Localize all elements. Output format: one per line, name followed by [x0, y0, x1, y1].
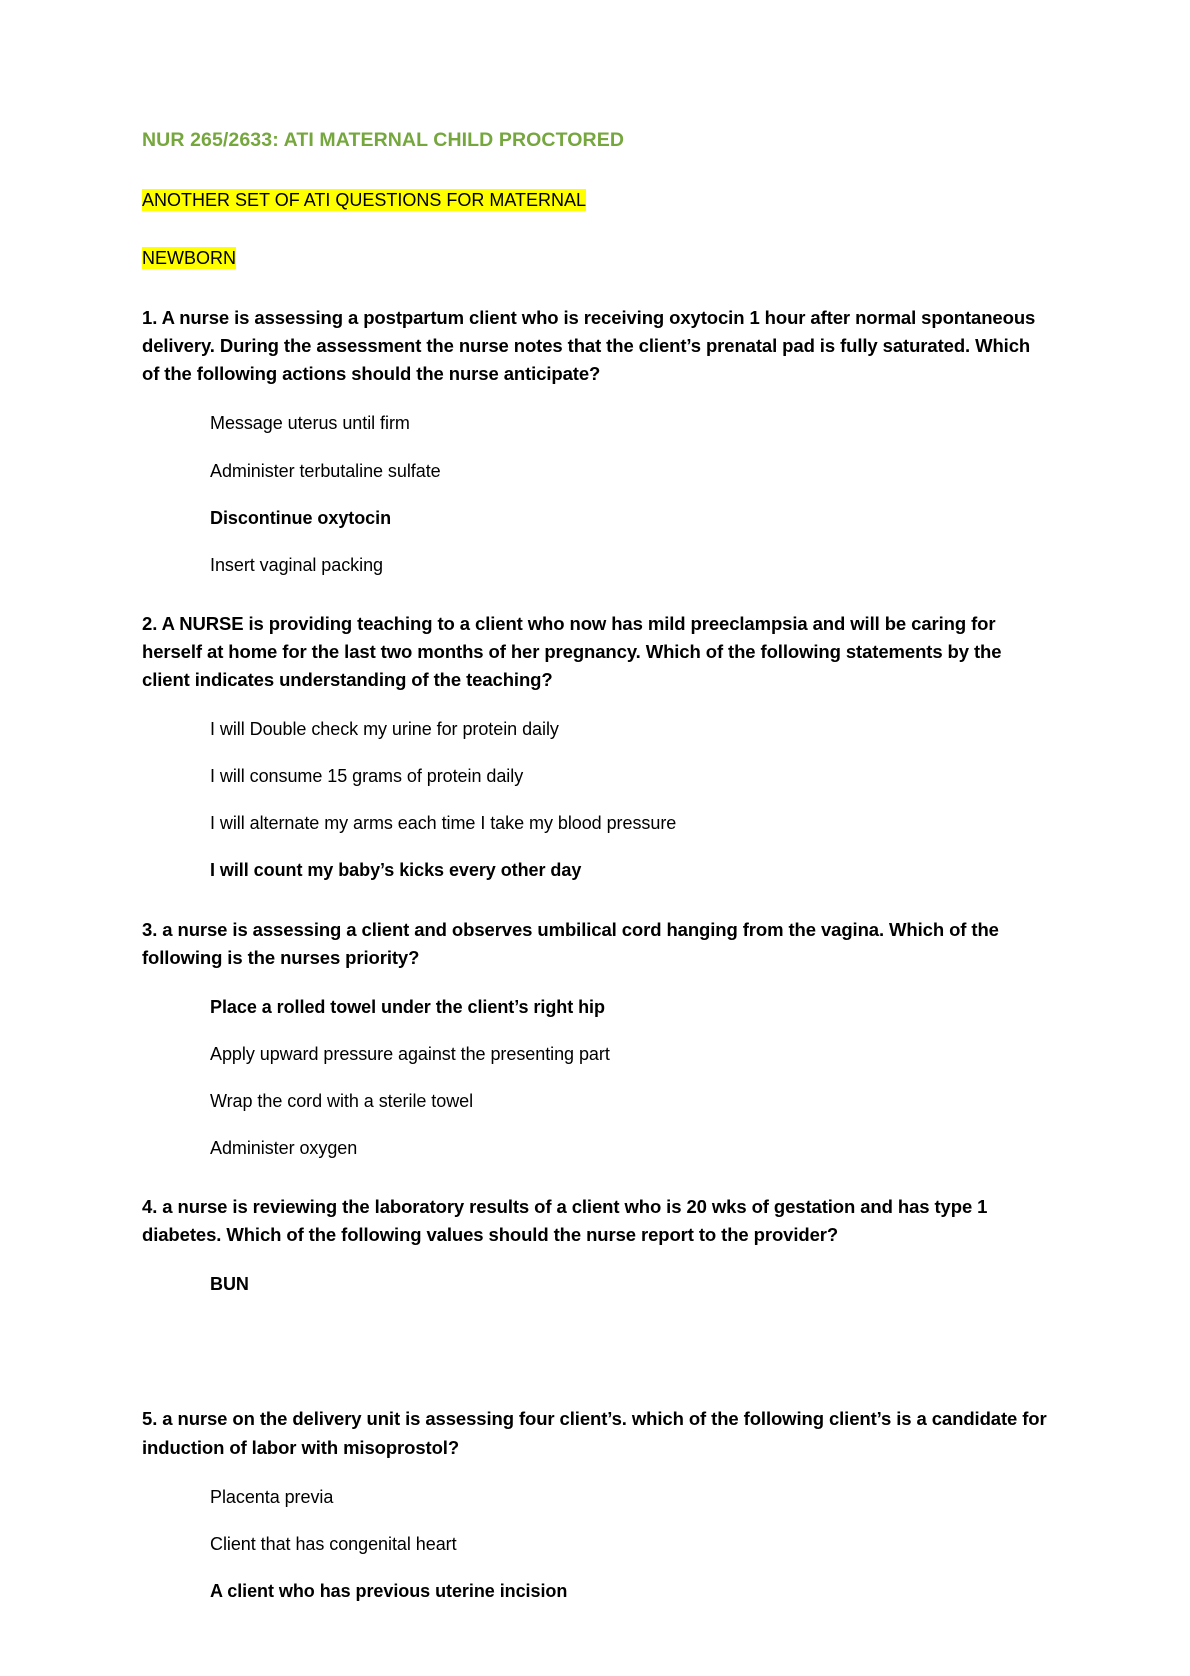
choice-item-correct[interactable]: BUN	[210, 1274, 249, 1295]
question-text: 1. A nurse is assessing a postpartum client who is receiving oxytocin 1 hour after normal spontaneous delivery. During the assessment the nurse notes that the client’s prenatal pad is fully saturated. Which of the following actions should the nurse anticipate?	[142, 307, 1036, 385]
choice-list	[142, 716, 1050, 883]
choice-item[interactable]: Placenta previa	[210, 1486, 334, 1507]
choice-list	[142, 410, 1050, 577]
choice-item[interactable]: I will consume 15 grams of protein daily	[210, 766, 524, 787]
question-block	[142, 1405, 1050, 1604]
question-block	[142, 610, 1050, 884]
choice-item-correct[interactable]: Place a rolled towel under the client’s right hip	[210, 996, 605, 1017]
choice-list	[142, 1271, 1050, 1297]
highlight-text: ANOTHER SET OF ATI QUESTIONS FOR MATERNAL	[142, 190, 587, 211]
question-text: 2. A NURSE is providing teaching to a client who now has mild preeclampsia and will be caring for herself at home for the last two months of her pregnancy. Which of the following statements by the client indicates understanding of the teaching?	[142, 612, 1002, 691]
choice-item[interactable]: Apply upward pressure against the presenting part	[210, 1043, 610, 1064]
choice-item-correct[interactable]: I will count my baby’s kicks every other day	[210, 860, 582, 881]
question-text: 4. a nurse is reviewing the laboratory results of a client who is 20 wks of gestation and has type 1 diabetes. Which of the following values should the nurse report to the provider?	[142, 1196, 988, 1246]
question-text: 5. a nurse on the delivery unit is assessing four client’s. which of the following client’s is a candidate for induction of labor with misoprostol?	[142, 1408, 1047, 1458]
question-block	[142, 304, 1050, 578]
choice-item[interactable]: Client that has congenital heart	[210, 1533, 457, 1554]
choice-item[interactable]: Message uterus until firm	[210, 413, 410, 434]
choice-item-correct[interactable]: Discontinue oxytocin	[210, 507, 392, 528]
page-title: NUR 265/2633: ATI MATERNAL CHILD PROCTORED	[142, 129, 625, 151]
choice-item[interactable]: Insert vaginal packing	[210, 554, 384, 575]
choice-item[interactable]: I will Double check my urine for protein daily	[210, 719, 559, 740]
blank-space	[142, 1323, 1050, 1373]
choice-item-correct[interactable]: A client who has previous uterine incision	[210, 1580, 568, 1601]
choice-list	[142, 994, 1050, 1161]
choice-item[interactable]: Administer terbutaline sulfate	[210, 460, 441, 481]
choice-list	[142, 1484, 1050, 1604]
choice-item[interactable]: Wrap the cord with a sterile towel	[210, 1090, 474, 1111]
highlight-text: NEWBORN	[142, 247, 236, 268]
question-text: 3. a nurse is assessing a client and observes umbilical cord hanging from the vagina. Which of the following is the nurses priority?	[142, 918, 999, 968]
choice-item[interactable]: Administer oxygen	[210, 1138, 358, 1159]
highlighted-line-2	[142, 247, 1050, 270]
question-block	[142, 916, 1050, 1162]
highlighted-line-1	[142, 189, 1050, 212]
question-block	[142, 1193, 1050, 1373]
choice-item[interactable]: I will alternate my arms each time I take my blood pressure	[210, 813, 677, 834]
